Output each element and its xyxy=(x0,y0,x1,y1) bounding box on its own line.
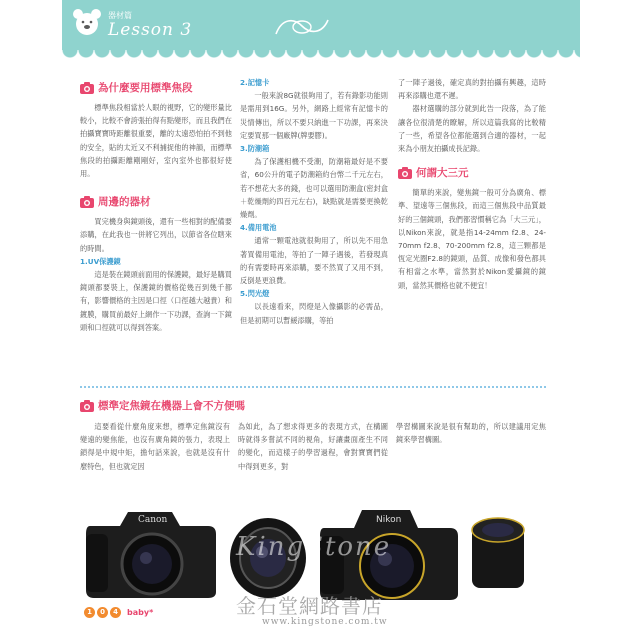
paragraph: 這是裝在鏡頭前面用的保護鏡，最好是購買鏡頭都要裝上，保護鏡的價格從幾百到幾千都有，影響價格的主因是口徑（口徑越大越貴）和鍍膜，購買前最好上網作一下功課，查詢一下鏡頭和口徑就可以得到答案。 xyxy=(80,270,232,332)
page-digit: 0 xyxy=(97,607,108,618)
subheading: 3.防潮箱 xyxy=(240,144,270,154)
section-title-text: 標準定焦鏡在機器上會不方便嗎 xyxy=(98,400,245,412)
right-column xyxy=(398,76,546,292)
bottom-section xyxy=(80,398,546,419)
subheading: 1.UV保護鏡 xyxy=(80,256,121,266)
camera-icon xyxy=(80,82,94,94)
paragraph: 器材選購的部分就到此告一段落，為了能讓各位很清楚的瞭解，所以這篇我寫的比較精了一些，希望各位都能選到合適的器材，一起來為小朋友拍攝成長記錄。 xyxy=(398,104,546,154)
paragraph: 一般來說8G就很夠用了，若有錄影功能則是需用到16G。另外，網路上經常有記憶卡的災情傳出，所以不要只納進一下功課，再來決定要買那一個廠牌(牌要膠)。 xyxy=(240,91,388,140)
watermark-script: KingStone xyxy=(236,532,392,562)
canon-camera-image xyxy=(86,512,216,598)
ribbon-ornament-icon xyxy=(272,14,332,40)
page-number xyxy=(84,607,153,618)
bottom-column-1 xyxy=(80,420,230,473)
bear-icon xyxy=(72,8,102,36)
section-heading xyxy=(80,194,232,210)
dotted-divider xyxy=(80,386,546,388)
camera-icon xyxy=(80,400,94,412)
paragraph: 學習構圖來說是很有幫助的，所以建議用定焦鏡來學習構圖。 xyxy=(396,422,546,445)
paragraph: 為如此，為了想求得更多的表現方式，在構圖時就得多嘗試不同的視角，好讓畫面產生不同的變化，而這樣子的學習過程，會對寶寶們從中得到更多，對 xyxy=(238,422,388,471)
category-label: 器材篇 xyxy=(108,11,132,20)
paragraph: 簡單的來說，變焦鏡一般可分為廣角、標準、望遠等三個焦段，而這三個焦段中品質最好的三個鏡頭，我們都習慣稱它為「大三元」，以Nikon來說，就是指14-24mm f2.8、24-70mm f2.8、70-200mm f2.8，這三顆都是恆定光圈F2.8的鏡頭，品質、成像和發色都具有相當之水準，當然對於Nikon愛攝鏡的鏡頭，當然其價格也就不便宜！ xyxy=(398,188,546,290)
section-title-text: 何謂大三元 xyxy=(416,167,469,180)
paragraph: 標準焦段相當於人眼的視野，它的變形量比較小，比較不會誇張拍得有點變形，而且我們在拍攝寶寶時距離很重要，離的太遠恐怕拍不到他的安全，貼的太近又不利捕捉他的神韻，而標準焦段的拍攝距離剛剛好，室內室外也都很好使用。 xyxy=(80,103,232,179)
subheading: 2.記憶卡 xyxy=(240,78,270,87)
section-heading xyxy=(80,80,232,96)
watermark-store-name: 金石堂網路書店 xyxy=(236,594,383,618)
paragraph: 了一陣子過後，確定真的對拍攝有興趣，這時再來添購也還不遲。 xyxy=(398,78,546,101)
bottom-column-3 xyxy=(396,420,546,446)
lesson-title: Lesson 3 xyxy=(108,20,193,40)
section-heading xyxy=(80,398,546,414)
paragraph: 買完機身與鏡頭後，還有一些相對的配備要添購，在此我也一併將它列出，以節省各位瞎來的時間。 xyxy=(80,217,232,253)
section-title-text: 為什麼要用標準焦段 xyxy=(98,82,193,94)
nikon-logo: Nikon xyxy=(376,515,402,525)
subheading: 5.閃光燈 xyxy=(240,289,270,299)
page-digit: 4 xyxy=(110,607,121,618)
lens-image-2 xyxy=(472,518,524,588)
lesson-header xyxy=(62,0,580,58)
subheading: 4.備用電池 xyxy=(240,223,277,233)
paragraph: 以長遠看來，閃燈是入像攝影的必需品，但是初期可以暫緩添購，等拍 xyxy=(240,302,388,325)
left-column xyxy=(80,80,232,334)
bottom-column-2 xyxy=(238,420,388,473)
canon-logo: Canon xyxy=(138,515,168,525)
middle-column xyxy=(240,76,388,327)
section-heading xyxy=(398,165,546,181)
section-title-text: 周邊的器材 xyxy=(98,196,151,209)
scallop-edge xyxy=(62,50,580,58)
page-digit: 1 xyxy=(84,607,95,618)
camera-icon xyxy=(398,167,412,179)
paragraph: 通常一顆電池就很夠用了，所以先不用急著買備用電池，等拍了一陣子遇後，若發現真的有需要時再來添購，要不然買了又用不到，反倒是更浪費。 xyxy=(240,236,388,286)
paragraph: 這要看從什麼角度來想，標準定焦鏡沒有變遠的變焦能，也沒有廣角鏡的張力，表現上鎖得是中規中矩，擔句話來說，也就是沒有什麼特色，但也就定因 xyxy=(80,422,230,471)
camera-icon xyxy=(80,196,94,208)
paragraph: 為了保護相機不受潮，防潮箱最好是不要省，60公升的電子防潮箱約台幣二千元左右，若不想花大多的錢，也可以選用防潮盒(密封盒＋乾燥劑約四百元左右)，缺點就是需要更換乾燥劑。 xyxy=(240,157,388,220)
magazine-brand: baby* xyxy=(127,608,154,617)
watermark-url: www.kingstone.com.tw xyxy=(262,617,388,627)
